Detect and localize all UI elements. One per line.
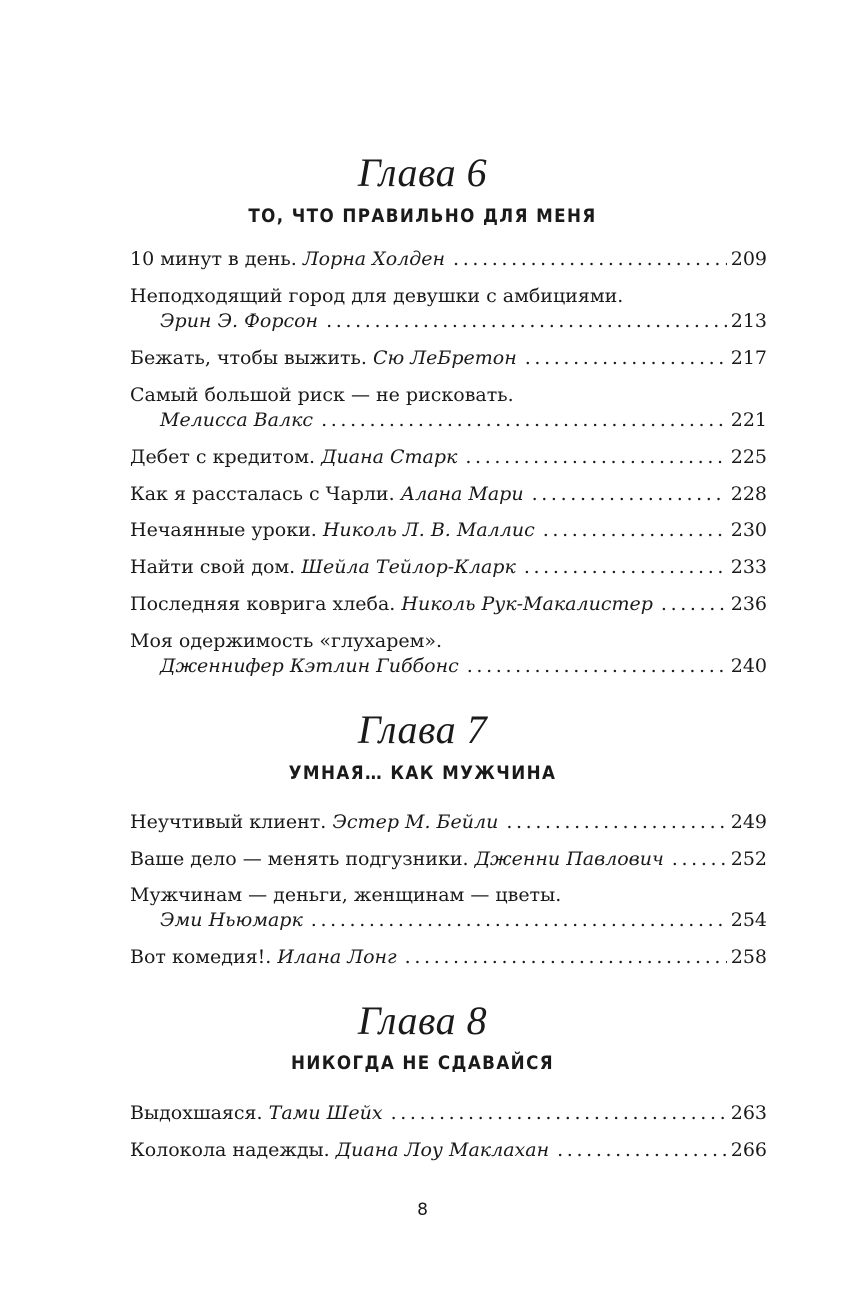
entry-author: Эрин Э. Форсон [160,310,319,332]
entry-page: 228 [730,483,767,505]
chapter-7-title: Глава 7 [357,707,488,752]
entry-page: 225 [730,446,767,468]
entry-author: Мелисса Валкс [160,409,314,431]
entry-page: 266 [730,1139,767,1161]
entry-page: 221 [730,409,767,431]
toc-entry[interactable] [130,945,767,969]
dot-leader [506,810,726,834]
entry-author: Илана Лонг [277,946,397,968]
dot-leader [543,518,727,542]
dot-leader [326,309,727,333]
dot-leader [532,482,727,506]
entry-title: Колокола надежды. [130,1139,330,1161]
entry-page: 252 [730,848,767,870]
chapter-8-title: Глава 8 [357,998,488,1043]
entry-author: Тами Шейх [268,1102,383,1124]
toc-entry[interactable] [130,883,767,932]
toc-entry[interactable] [130,810,767,834]
toc-entry[interactable] [130,445,767,469]
entry-author: Сю ЛеБретон [372,347,517,369]
entry-page: 240 [730,655,767,677]
entry-author: Эстер М. Бейли [332,811,499,833]
dot-leader [524,555,727,579]
toc-entry[interactable] [130,629,767,678]
entry-title: Моя одержимость «глухарем». [130,630,443,652]
entry-author: Эми Ньюмарк [160,909,303,931]
entry-author: Шейла Тейлор-Кларк [301,556,516,578]
toc-entry[interactable] [130,592,767,616]
toc-entry[interactable] [130,1138,767,1162]
entry-title: Последняя коврига хлеба. [130,593,396,615]
entry-title: Дебет с кредитом. [130,446,316,468]
entry-title: Мужчинам — деньги, женщинам — цветы. [130,884,562,906]
entry-title: Как я рассталась с Чарли. [130,483,395,505]
dot-leader [525,346,727,370]
dot-leader [453,247,727,271]
entry-page: 236 [730,593,767,615]
entry-title: Неподходящий город для девушки с амбициями. [130,285,624,307]
dot-leader [405,945,727,969]
dot-leader [557,1138,727,1162]
dot-leader [661,592,727,616]
entry-author: Диана Лоу Маклахан [335,1139,550,1161]
entry-title: Найти свой дом. [130,556,296,578]
toc-entry[interactable] [130,1101,767,1125]
chapter-8-subtitle: НИКОГДА НЕ СДАВАЙСЯ [290,1052,555,1074]
entry-author: Лорна Холден [302,248,446,270]
dot-leader [321,408,727,432]
entry-title: Ваше дело — менять подгузники. [130,848,469,870]
toc-entry[interactable] [130,847,767,871]
entry-title: Самый большой риск — не рисковать. [130,384,514,406]
toc-entry[interactable] [130,555,767,579]
entry-author: Николь Л. В. Маллис [322,519,535,541]
dot-leader [672,847,727,871]
chapter-7-subtitle: УМНАЯ… КАК МУЖЧИНА [288,762,557,784]
entry-page: 213 [730,310,767,332]
entry-author: Алана Мари [400,483,524,505]
toc-entry[interactable] [130,518,767,542]
entry-author: Дженнифер Кэтлин Гиббонс [160,655,459,677]
entry-title: 10 минут в день. [130,248,297,270]
entry-page: 263 [730,1102,767,1124]
entry-page: 230 [730,519,767,541]
entry-title: Нечаянные уроки. [130,519,317,541]
entry-title: Выдохшаяся. [130,1102,263,1124]
dot-leader [465,445,726,469]
toc-entry[interactable] [130,482,767,506]
chapter-6-subtitle: ТО, ЧТО ПРАВИЛЬНО ДЛЯ МЕНЯ [248,205,597,227]
page-number: 8 [417,1200,428,1220]
dot-leader [311,908,727,932]
entry-author: Николь Рук-Макалистер [401,593,653,615]
toc-entry[interactable] [130,346,767,370]
toc-entry[interactable] [130,247,767,271]
entry-author: Дженни Павлович [474,848,664,870]
entry-page: 249 [730,811,767,833]
entry-page: 258 [730,946,767,968]
toc-entry[interactable] [130,284,767,333]
entry-title: Бежать, чтобы выжить. [130,347,367,369]
entry-page: 217 [730,347,767,369]
dot-leader [467,654,727,678]
entry-author: Диана Старк [321,446,458,468]
entry-page: 233 [730,556,767,578]
chapter-6-title: Глава 6 [357,150,488,195]
toc-entry[interactable] [130,383,767,432]
entry-page: 209 [730,248,767,270]
entry-title: Неучтивый клиент. [130,811,327,833]
entry-title: Вот комедия!. [130,946,272,968]
entry-page: 254 [730,909,767,931]
dot-leader [391,1101,727,1125]
